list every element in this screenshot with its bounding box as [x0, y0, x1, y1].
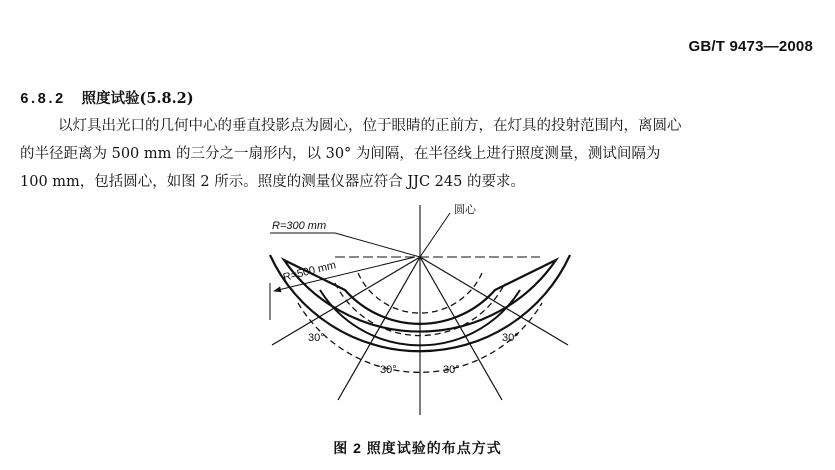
body-paragraph — [20, 112, 820, 196]
radius-inner-label: R=300 mm — [272, 220, 327, 232]
angle-label: 30° — [443, 364, 460, 376]
measurement-layout-figure — [240, 195, 600, 420]
angle-label: 30° — [308, 332, 325, 344]
standard-code: GB/T 9473—2008 — [688, 38, 813, 55]
paragraph-line: 的半径距离为 500 mm 的三分之一扇形内，以 30° 为间隔，在半径线上进行照度测量，测试间隔为 — [20, 146, 661, 162]
center-leader — [420, 213, 450, 257]
paragraph-line: 100 mm，包括圆心，如图 2 所示。照度的测量仪器应符合 JJC 245 的要求。 — [20, 174, 525, 190]
center-label: 圆心 — [454, 204, 476, 216]
section-number: 6.8.2 — [20, 92, 64, 108]
radius-outer-label: R=500 mm — [281, 259, 338, 284]
paragraph-line: 以灯具出光口的几何中心的垂直投影点为圆心，位于眼睛的正前方，在灯具的投射范围内，离圆心 — [58, 118, 682, 134]
angle-label: 30° — [380, 364, 397, 376]
angle-label: 30° — [502, 332, 519, 344]
radius-inner-leader — [335, 233, 420, 257]
section-title: 照度试验(5.8.2) — [81, 90, 194, 107]
figure-caption: 图 2 照度试验的布点方式 — [333, 440, 502, 456]
fan-diagram — [240, 195, 600, 420]
section-heading — [20, 87, 194, 108]
